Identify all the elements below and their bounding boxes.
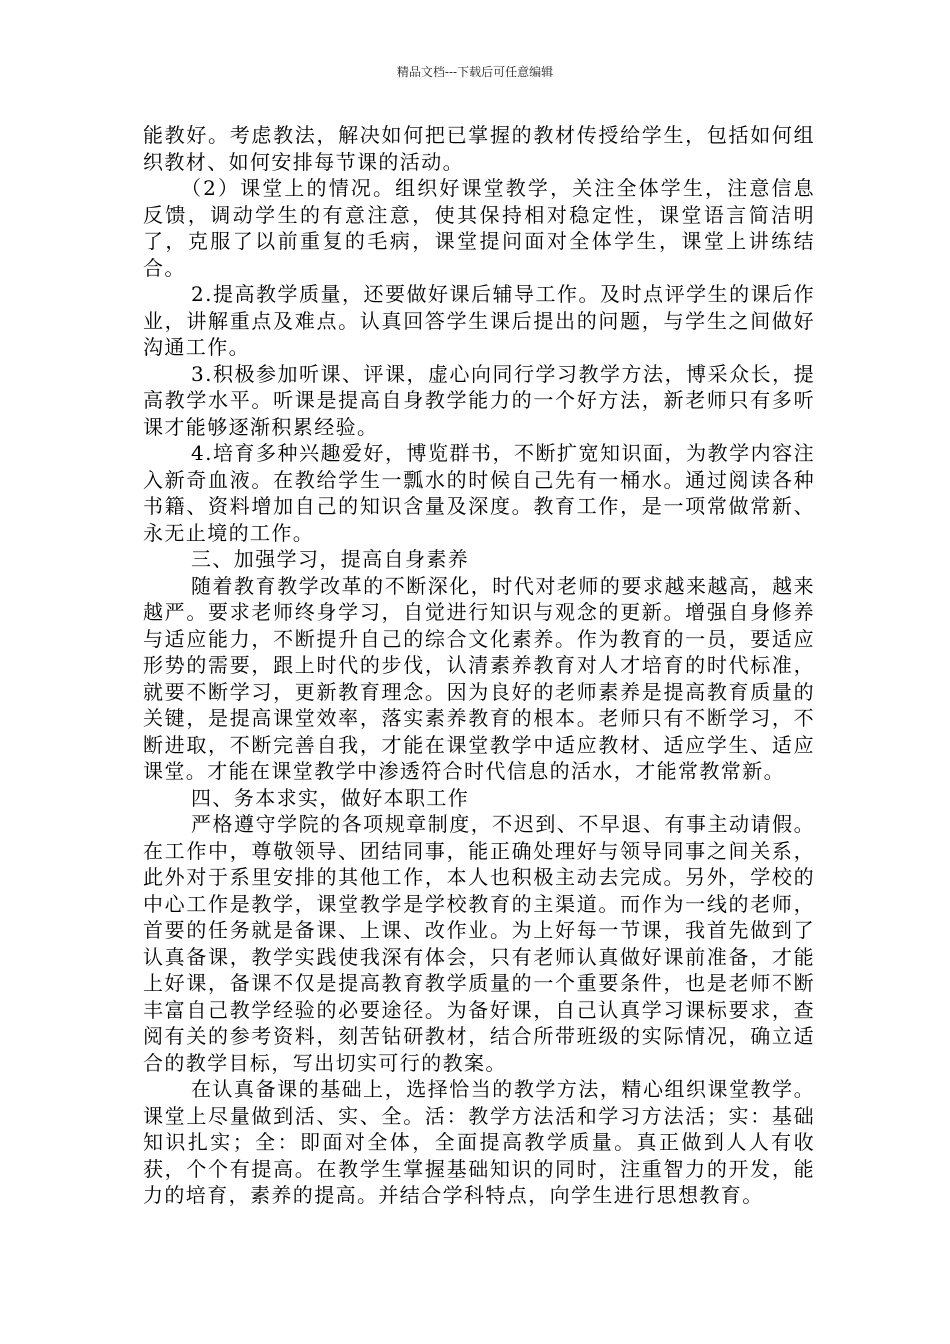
document-body xyxy=(143,122,815,1209)
section-heading-3: 三、加强学习，提高自身素养 xyxy=(191,547,470,571)
paragraph-continuation: 能教好。考虑教法，解决如何把已掌握的教材传授给学生，包括如何组织教材、如何安排每节课的活动。 xyxy=(143,123,815,174)
paragraph-item-4: 4.培育多种兴趣爱好，博览群书，不断扩宽知识面，为教学内容注入新奇血液。在教给学生一瓢水的时候自己先有一桶水。通过阅读各种书籍、资料增加自己的知识含量及深度。教育工作，是一项常做常新、永无止境的工作。 xyxy=(143,441,815,545)
paragraph-section-3-body: 随着教育教学改革的不断深化，时代对老师的要求越来越高，越来越严。要求老师终身学习，自觉进行知识与观念的更新。增强自身修养与适应能力，不断提升自己的综合文化素养。作为教育的一员，要适应形势的需要，跟上时代的步伐，认清素养教育对人才培育的时代标准，就要不断学习，更新教育理念。因为良好的老师素养是提高教育质量的关键，是提高课堂效率，落实素养教育的根本。老师只有不断学习，不断进取，不断完善自我，才能在课堂教学中适应教材、适应学生、适应课堂。才能在课堂教学中渗透符合时代信息的活水，才能常教常新。 xyxy=(143,573,815,783)
paragraph-item-2: 2.提高教学质量，还要做好课后辅导工作。及时点评学生的课后作业，讲解重点及难点。认真回答学生课后提出的问题，与学生之间做好沟通工作。 xyxy=(143,282,815,359)
paragraph-section-4-body: 严格遵守学院的各项规章制度，不迟到、不早退、有事主动请假。在工作中，尊敬领导、团结同事，能正确处理好与领导同事之间关系，此外对于系里安排的其他工作，本人也积极主动去完成。另外，学校的中心工作是教学，课堂教学是学校教育的主渠道。而作为一线的老师，首要的任务就是备课、上课、改作业。为上好每一节课，我首先做到了认真备课，教学实践使我深有体会，只有老师认真做好课前准备，才能上好课，备课不仅是提高教育教学质量的一个重要条件，也是老师不断丰富自己教学经验的必要途径。为备好课，自己认真学习课标要求，查阅有关的参考资料，刻苦钻研教材，结合所带班级的实际情况，确立适合的教学目标，写出切实可行的教案。 xyxy=(143,812,815,1075)
section-heading-4: 四、务本求实，做好本职工作 xyxy=(191,785,470,810)
paragraph-classroom-situation: （2）课堂上的情况。组织好课堂教学，关注全体学生，注意信息反馈，调动学生的有意注意，使其保持相对稳定性，课堂语言简洁明了，克服了以前重复的毛病，课堂提问面对全体学生，课堂上讲练结合。 xyxy=(143,176,815,280)
paragraph-item-3: 3.积极参加听课、评课，虚心向同行学习教学方法，博采众长，提高教学水平。听课是提高自身教学能力的一个好方法，新老师只有多听课才能够逐渐积累经验。 xyxy=(143,361,815,439)
paragraph-teaching-methods: 在认真备课的基础上，选择恰当的教学方法，精心组织课堂教学。课堂上尽量做到活、实、全。活：教学方法活和学习方法活；实：基础知识扎实；全：即面对全体，全面提高教学质量。真正做到人人有收获，个个有提高。在教学生掌握基础知识的同时，注重智力的开发，能力的培育，素养的提高。并结合学科特点，向学生进行思想教育。 xyxy=(143,1077,815,1207)
page-header: 精品文档---下载后可任意编辑 xyxy=(396,65,554,79)
